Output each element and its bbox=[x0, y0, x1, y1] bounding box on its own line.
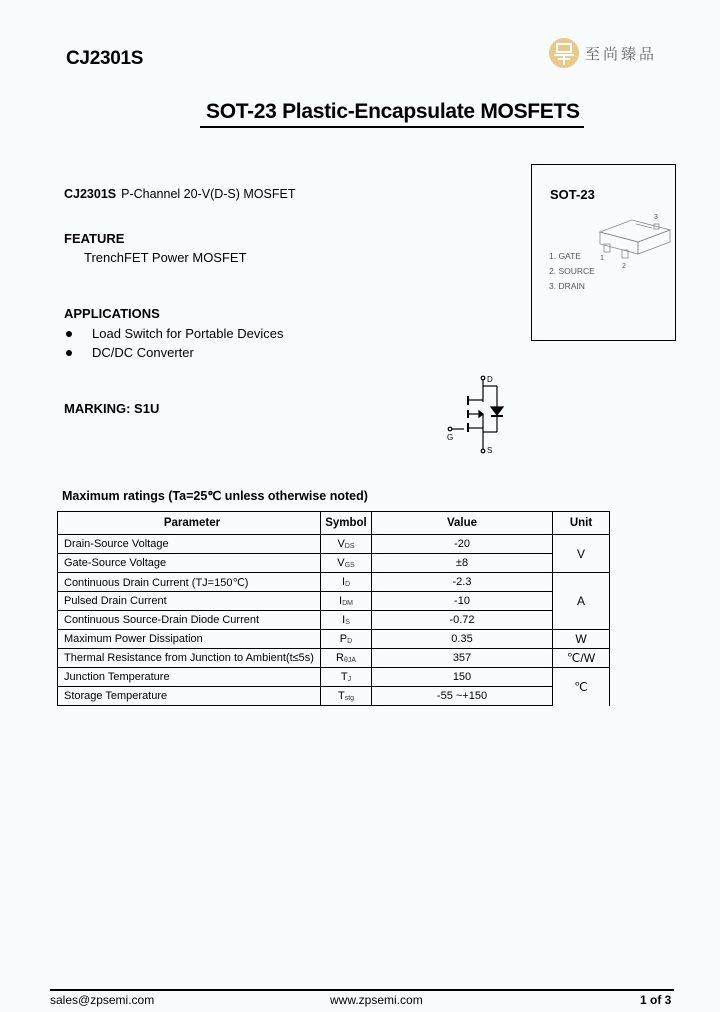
footer-divider bbox=[50, 989, 674, 991]
mosfet-schematic-icon bbox=[438, 372, 508, 454]
parameter-cell: Thermal Resistance from Junction to Ambient(t≤5s) bbox=[58, 649, 321, 668]
symbol-main: I bbox=[341, 576, 345, 588]
unit-cell: A bbox=[553, 573, 610, 630]
package-box bbox=[531, 164, 676, 341]
gate-label: G bbox=[447, 433, 454, 442]
table-row bbox=[58, 687, 610, 706]
column-header: Symbol bbox=[321, 512, 372, 535]
symbol-main: I bbox=[342, 614, 346, 626]
parameter-cell: Drain-Source Voltage bbox=[58, 535, 321, 554]
value-cell: 357 bbox=[372, 649, 553, 668]
symbol-sub: J bbox=[347, 676, 352, 683]
symbol-sub: GS bbox=[344, 562, 355, 569]
table-row bbox=[58, 668, 610, 687]
symbol-main: T bbox=[337, 690, 345, 702]
symbol-main: T bbox=[340, 671, 348, 683]
unit-cell: W bbox=[553, 630, 610, 649]
value-cell: 150 bbox=[372, 668, 553, 687]
table-row bbox=[58, 630, 610, 649]
pin-item: 2. SOURCE bbox=[549, 266, 595, 276]
symbol-sub: DM bbox=[342, 600, 353, 607]
symbol-sub: D bbox=[347, 638, 353, 645]
symbol-sub: S bbox=[345, 619, 350, 626]
application-text: Load Switch for Portable Devices bbox=[92, 326, 284, 341]
symbol-main: R bbox=[335, 652, 344, 664]
description-text: P-Channel 20-V(D-S) MOSFET bbox=[121, 187, 296, 201]
description-part: CJ2301S bbox=[64, 187, 117, 201]
document-title: SOT-23 Plastic-Encapsulate MOSFETS bbox=[200, 100, 584, 128]
symbol-main: P bbox=[339, 633, 348, 645]
list-item bbox=[64, 324, 283, 343]
symbol-sub: DS bbox=[344, 543, 355, 550]
unit-cell: ℃ bbox=[553, 668, 610, 706]
table-row bbox=[58, 554, 610, 573]
package-title: SOT-23 bbox=[550, 187, 595, 202]
symbol-cell bbox=[321, 592, 372, 611]
table-row bbox=[58, 535, 610, 554]
table-row bbox=[58, 649, 610, 668]
bullet-icon bbox=[66, 331, 72, 337]
symbol-main: V bbox=[337, 557, 345, 569]
symbol-cell bbox=[321, 535, 372, 554]
value-cell: -2.3 bbox=[372, 573, 553, 592]
symbol-main: V bbox=[337, 538, 345, 550]
application-text: DC/DC Converter bbox=[92, 345, 194, 360]
parameter-cell: Gate-Source Voltage bbox=[58, 554, 321, 573]
symbol-sub: θJA bbox=[343, 657, 356, 664]
table-row bbox=[58, 592, 610, 611]
footer-website: www.zpsemi.com bbox=[330, 993, 423, 1007]
unit-cell: V bbox=[553, 535, 610, 573]
symbol-cell bbox=[321, 668, 372, 687]
value-cell: -0.72 bbox=[372, 611, 553, 630]
symbol-sub: stg bbox=[344, 695, 355, 702]
product-description bbox=[64, 187, 295, 201]
pin-item: 3. DRAIN bbox=[549, 281, 585, 291]
column-header: Value bbox=[372, 512, 553, 535]
package-drawing-icon bbox=[592, 210, 672, 270]
symbol-cell bbox=[321, 554, 372, 573]
list-item bbox=[64, 343, 283, 362]
package-pin-list bbox=[549, 249, 595, 294]
symbol-main: I bbox=[339, 595, 343, 607]
parameter-cell: Storage Temperature bbox=[58, 687, 321, 706]
unit-cell: ℃/W bbox=[553, 649, 610, 668]
column-header: Parameter bbox=[58, 512, 321, 535]
brand-logo-icon bbox=[549, 38, 579, 68]
table-header-row bbox=[58, 512, 610, 535]
feature-heading: FEATURE bbox=[64, 231, 125, 246]
symbol-cell bbox=[321, 611, 372, 630]
brand-logo bbox=[549, 38, 657, 68]
part-number: CJ2301S bbox=[66, 48, 144, 69]
pin-number-2: 2 bbox=[622, 263, 626, 270]
brand-name: 至尚臻品 bbox=[585, 44, 658, 63]
ratings-table bbox=[57, 511, 610, 706]
drain-label: D bbox=[487, 375, 493, 384]
value-cell: 0.35 bbox=[372, 630, 553, 649]
table-row bbox=[58, 573, 610, 592]
table-row bbox=[58, 611, 610, 630]
value-cell: ±8 bbox=[372, 554, 553, 573]
parameter-cell: Pulsed Drain Current bbox=[58, 592, 321, 611]
page-number: 1 of 3 bbox=[640, 993, 672, 1007]
value-cell: -20 bbox=[372, 535, 553, 554]
symbol-sub: D bbox=[345, 581, 351, 588]
symbol-cell bbox=[321, 573, 372, 592]
applications-list bbox=[64, 324, 283, 362]
bullet-icon bbox=[66, 350, 72, 356]
pin-number-1: 1 bbox=[600, 255, 604, 262]
footer-email: sales@zpsemi.com bbox=[50, 993, 155, 1007]
parameter-cell: Continuous Source-Drain Diode Current bbox=[58, 611, 321, 630]
symbol-cell bbox=[321, 630, 372, 649]
pin-number-3: 3 bbox=[654, 214, 658, 221]
feature-item: TrenchFET Power MOSFET bbox=[84, 250, 247, 265]
value-cell: -10 bbox=[372, 592, 553, 611]
parameter-cell: Junction Temperature bbox=[58, 668, 321, 687]
source-label: S bbox=[487, 446, 493, 454]
applications-heading: APPLICATIONS bbox=[64, 306, 160, 321]
symbol-cell bbox=[321, 687, 372, 706]
value-cell: -55 ~+150 bbox=[372, 687, 553, 706]
column-header: Unit bbox=[553, 512, 610, 535]
parameter-cell: Maximum Power Dissipation bbox=[58, 630, 321, 649]
pin-item: 1. GATE bbox=[549, 251, 581, 261]
ratings-heading: Maximum ratings (Ta=25℃ unless otherwise noted) bbox=[62, 489, 368, 503]
symbol-cell bbox=[321, 649, 372, 668]
marking-label: MARKING: S1U bbox=[64, 401, 160, 416]
parameter-cell: Continuous Drain Current (TJ=150℃) bbox=[58, 573, 321, 592]
